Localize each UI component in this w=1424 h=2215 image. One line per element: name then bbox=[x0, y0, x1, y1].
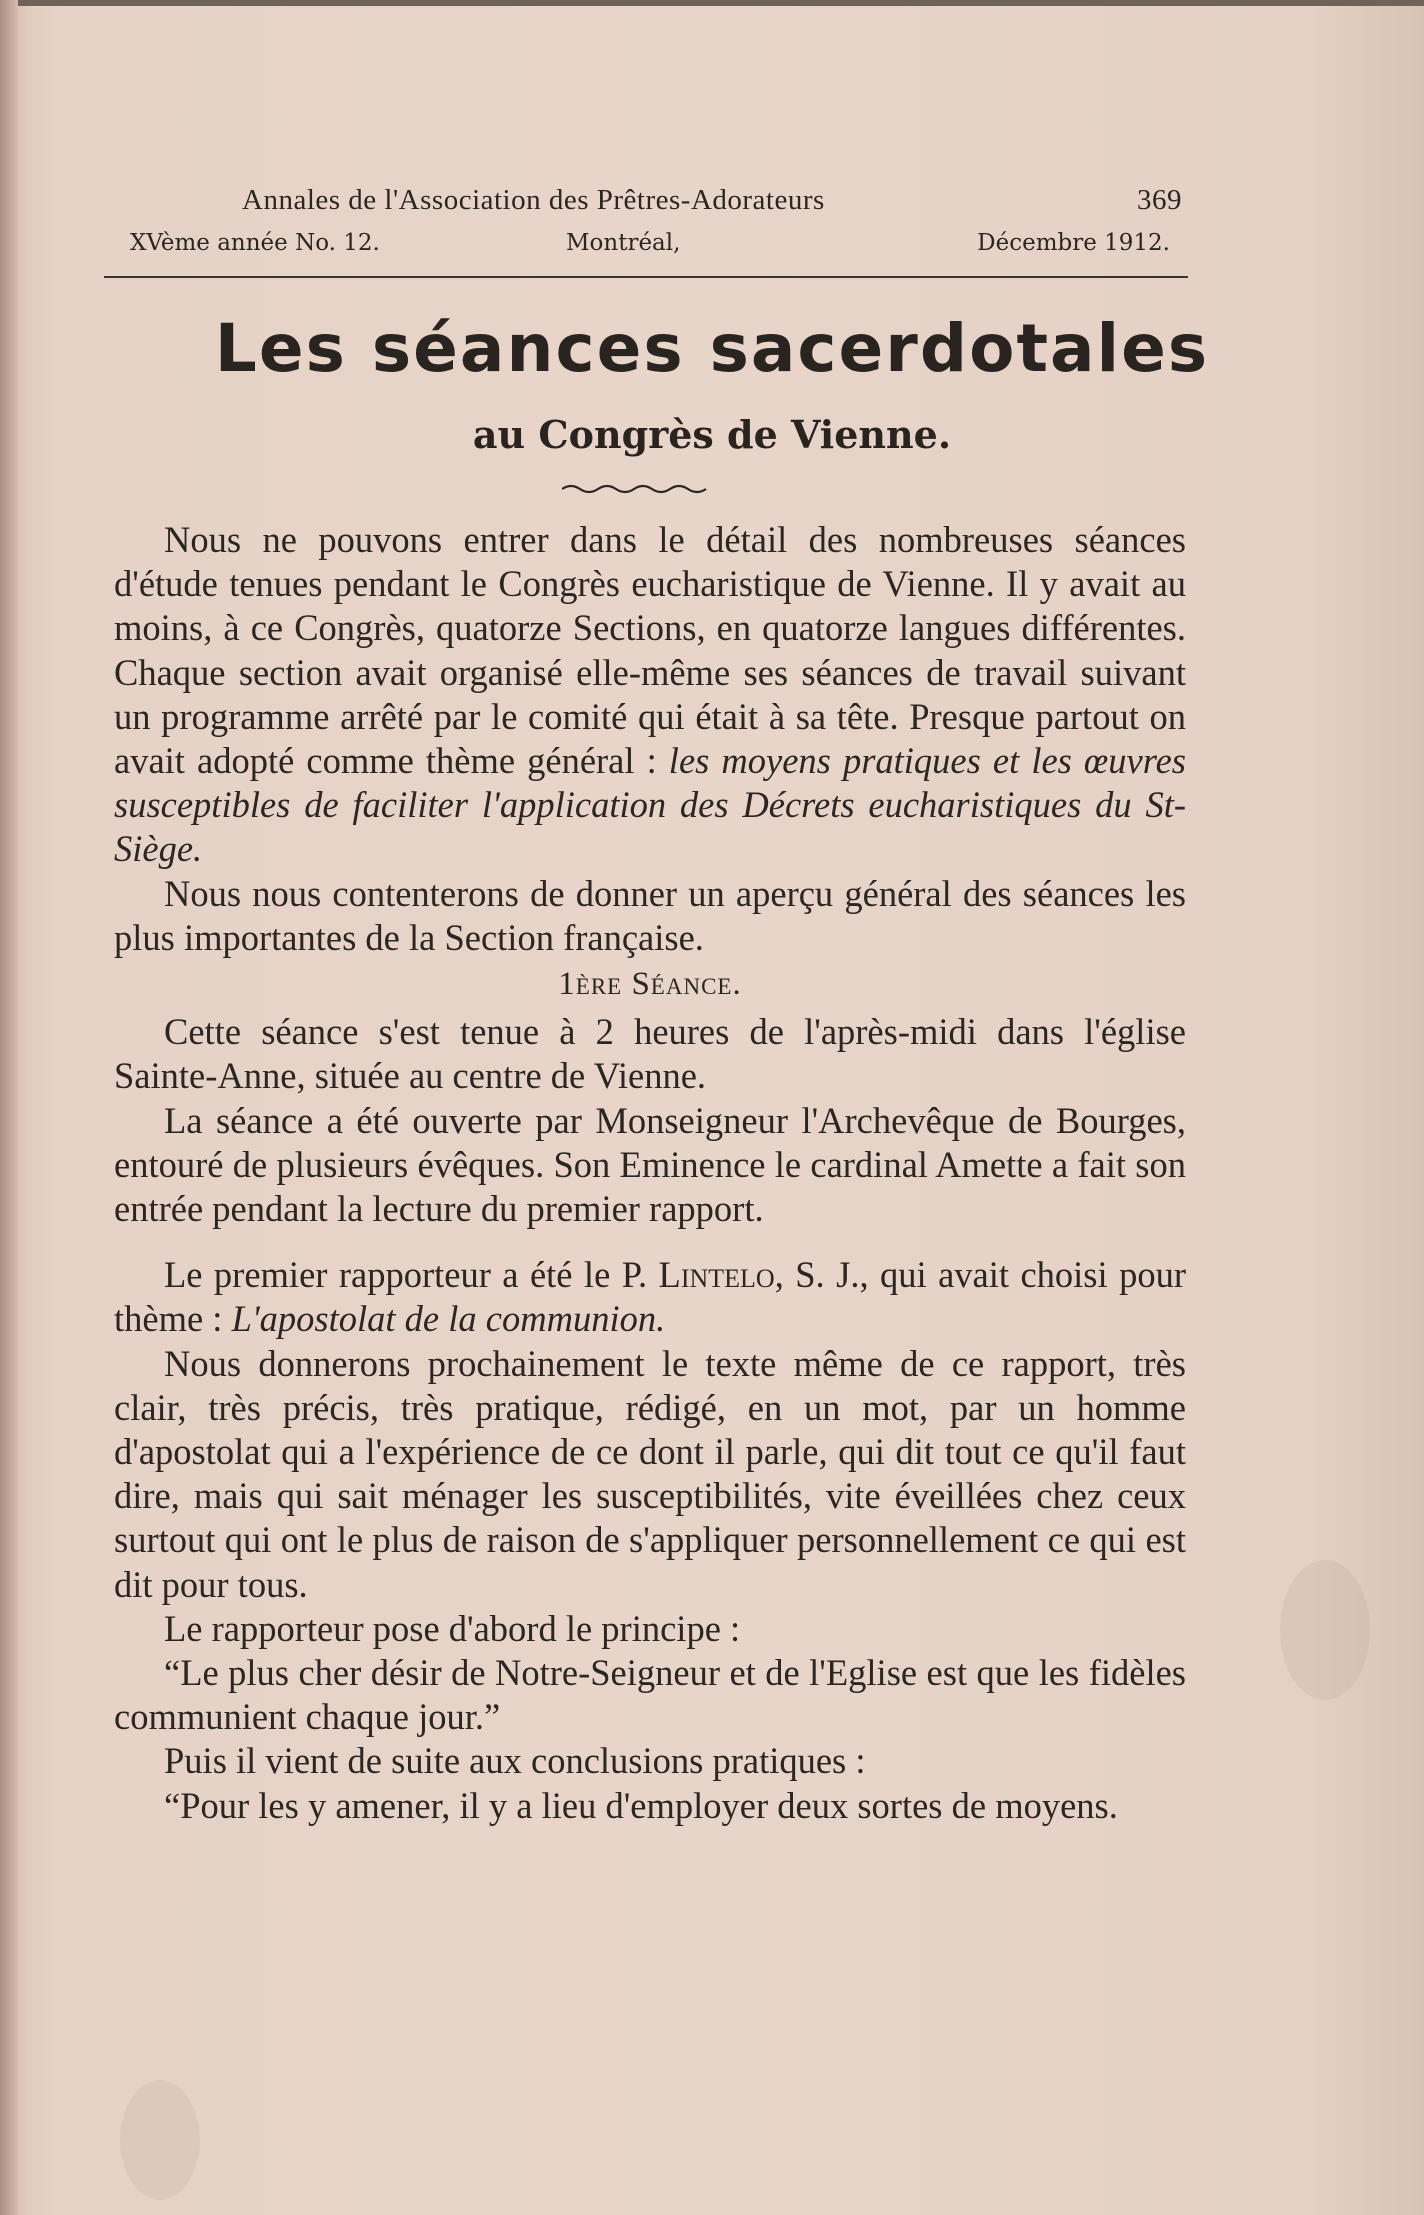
header-rule bbox=[104, 276, 1188, 278]
quote-paragraph: “Le plus cher désir de Notre-Seigneur et de l'Eglise est que les fidèles communient chaque jour.” bbox=[114, 1652, 1186, 1738]
paragraph-text: Le premier rapporteur a été le P. bbox=[164, 1254, 659, 1296]
paragraph bbox=[114, 518, 1186, 872]
speaker-name: Lintelo bbox=[658, 1254, 775, 1296]
paragraph: La séance a été ouverte par Monseigneur l'Archevêque de Bourges, entouré de plusieurs évêques. Son Eminence le cardinal Amette a fait son entrée pendant la lecture du premier rapport. bbox=[114, 1099, 1186, 1230]
paragraph: Nous nous contenterons de donner un aperçu général des séances les plus importantes de la Section française. bbox=[114, 872, 1186, 958]
paragraph: Nous donnerons prochainement le texte même de ce rapport, très clair, très précis, très pratique, rédigé, en un mot, par un homme d'apostolat qui a l'expérience de ce dont il parle, qui dit tout ce qu'il faut dire, mais qui sait ménager les susceptibilités, vite éveillées chez ceux surtout qui ont le plus de raison de s'appliquer personnellement ce qui est dit pour tous. bbox=[114, 1342, 1186, 1605]
journal-title: Annales de l'Association des Prêtres-Adorateurs bbox=[242, 184, 825, 216]
article-subtitle: au Congrès de Vienne. bbox=[472, 412, 952, 457]
paragraph: Puis il vient de suite aux conclusions pratiques : bbox=[164, 1740, 866, 1782]
paragraph: Le rapporteur pose d'abord le principe : bbox=[164, 1607, 741, 1649]
paragraph bbox=[114, 1253, 1186, 1341]
quote-paragraph: “Pour les y amener, il y a lieu d'employer deux sortes de moyens. bbox=[164, 1784, 1118, 1826]
publication-date: Décembre 1912. bbox=[977, 230, 1170, 256]
article-title: Les séances sacerdotales bbox=[214, 310, 1210, 387]
page-number: 369 bbox=[1137, 184, 1182, 216]
paper-stain bbox=[120, 2080, 200, 2200]
paragraph-emphasis: L'apostolat de la communion. bbox=[231, 1298, 666, 1340]
article-body bbox=[114, 518, 1186, 1828]
paragraph: Cette séance s'est tenue à 2 heures de l'après-midi dans l'église Sainte-Anne, située au centre de Vienne. bbox=[114, 1011, 1186, 1097]
header-row-title bbox=[130, 184, 1182, 224]
section-heading: 1ère Séance. bbox=[558, 966, 742, 1003]
header-row-issue bbox=[130, 230, 1182, 264]
page-top-edge bbox=[0, 0, 1424, 6]
publication-city: Montréal, bbox=[566, 230, 681, 256]
paper-stain bbox=[1280, 1560, 1370, 1700]
paragraph-text: , S. J., qui avait choisi pour thème : bbox=[114, 1254, 1186, 1340]
paragraph-emphasis: les moyens pratiques et les œuvres susceptibles de faciliter l'application des Décrets eucharistiques du St-Siège. bbox=[114, 740, 1186, 870]
paragraph-text: Nous ne pouvons entrer dans le détail des nombreuses séances d'étude tenues pendant le Congrès eucharistique de Vienne. Il y avait au moins, à ce Congrès, quatorze Sections, en quatorze langues différentes. Chaque section avait organisé elle-même ses séances de travail suivant un programme arrêté par le comité qui était à sa tête. Presque partout on avait adopté comme thème général : bbox=[114, 519, 1186, 782]
issue-number: XVème année No. 12. bbox=[130, 230, 380, 256]
wave-ornament-icon bbox=[562, 482, 712, 496]
running-header bbox=[130, 184, 1182, 264]
